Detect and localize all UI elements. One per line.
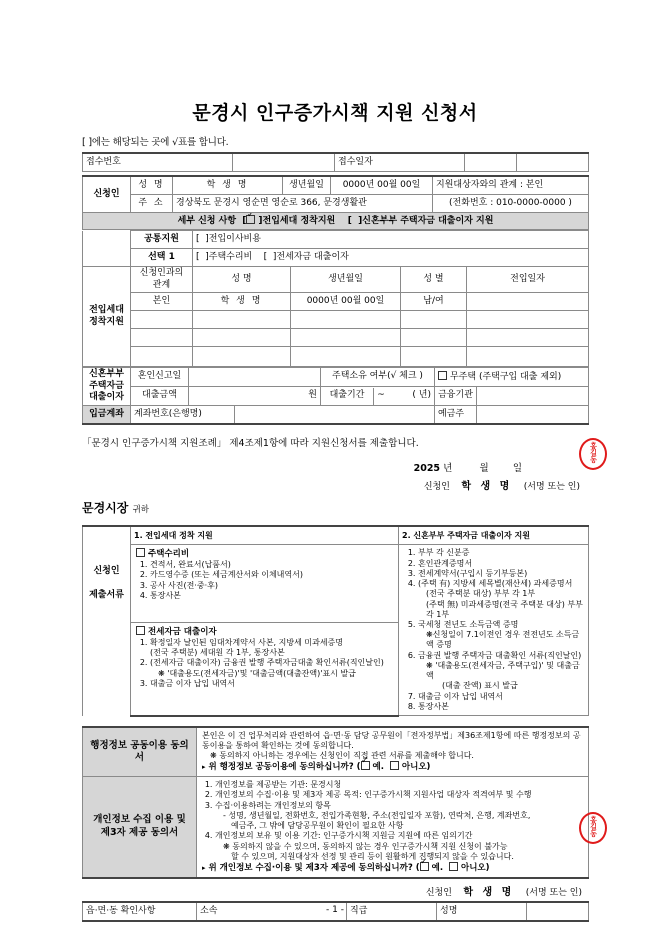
ownership-label: 주택소유 여부(√ 체크 ) xyxy=(321,368,435,387)
settlement-select-label: 선택 1 xyxy=(131,249,193,267)
form-body xyxy=(82,0,588,922)
admin-consent-text: 본인은 이 건 업무처리와 관련하여 읍·면·동 담당 공무원이「전자정부법」제36조제1항에 따른 행정정보의 공동이용을 통하여 확인하는 것에 동의합니다. xyxy=(202,730,581,750)
receipt-number-value[interactable] xyxy=(233,153,335,172)
submission-right-list xyxy=(399,545,589,716)
settlement-common-label: 공통지원 xyxy=(131,231,193,249)
left-group-1-list xyxy=(136,638,395,689)
submission-row-label: 신청인 제출서류 xyxy=(83,545,131,623)
receipt-extra-value[interactable] xyxy=(517,153,589,172)
seal-char-0: 홍 xyxy=(590,442,596,450)
seal-char-2: 동 xyxy=(590,456,596,464)
check-instruction: [ ]에는 해당되는 곳에 √표를 합니다. xyxy=(82,137,229,148)
settlement-r1c2[interactable] xyxy=(291,311,401,329)
settlement-r0c0[interactable]: 본인 xyxy=(131,293,193,311)
account-holder-label: 예금주 xyxy=(435,406,477,425)
settlement-r3c2[interactable] xyxy=(291,347,401,367)
settlement-section-label: 전입세대 정착지원 xyxy=(83,267,131,367)
detail-option-1-label: 전입세대 정착지원 xyxy=(262,215,336,226)
table-row[interactable] xyxy=(83,329,589,347)
loan-period-label: 대출기간 xyxy=(321,388,374,405)
settlement-r2c3[interactable] xyxy=(401,329,467,347)
settlement-r2c4[interactable] xyxy=(467,329,589,347)
admin-consent-yes-checkbox[interactable] xyxy=(361,761,370,770)
receipt-table xyxy=(82,152,589,172)
admin-consent-no-checkbox[interactable] xyxy=(390,761,399,770)
receipt-date-value[interactable] xyxy=(465,153,517,172)
table-row[interactable] xyxy=(83,311,589,329)
list-item: 1. 견적서, 완료서(납품서) xyxy=(150,560,395,570)
settlement-col-1: 성 명 xyxy=(193,267,291,293)
list-item: 1. 개인정보를 제공받는 기관: 문경시청 xyxy=(215,780,584,790)
statement-applicant-label: 신청인 xyxy=(423,482,450,493)
seal-stamp-final xyxy=(579,812,607,844)
list-item: 2. (전세자금 대출이자) 금융권 발행 주택자금대출 확인서류(직인날인) ❋ '대출용도(전세자금)'및 '대출금액(대출잔액)'표시 발급 xyxy=(150,658,395,678)
settlement-col-2: 생년월일 xyxy=(291,267,401,293)
list-item: 2. 개인정보의 수집·이용 및 제3자 제공 목적: 인구증가시책 지원사업 대상자 적격여부 및 수행 xyxy=(215,790,584,800)
settlement-common-option[interactable]: [ ]전입이사비용 xyxy=(193,231,589,249)
applicant-birth-label: 생년월일 xyxy=(283,176,331,195)
privacy-consent-yes-label: 예. xyxy=(431,863,444,874)
list-item: 4. 통장사본 xyxy=(150,591,395,601)
left-group-1-label: 전세자금 대출이자 xyxy=(148,627,217,638)
privacy-consent-list xyxy=(202,780,584,862)
list-item: 3. 공사 사진(전·중·후) xyxy=(150,581,395,591)
submission-col-0: 1. 전입세대 정착 지원 xyxy=(131,526,399,545)
list-item: 3. 전세계약서(구입시 등기부등본) xyxy=(418,569,585,579)
loan-period-years[interactable]: ( 년) xyxy=(412,390,431,401)
statement-month-unit: 월 xyxy=(479,463,489,475)
loan-amount-value[interactable] xyxy=(189,387,321,406)
settlement-col-3: 성 별 xyxy=(401,267,467,293)
account-number-value[interactable] xyxy=(235,406,435,425)
statement-year[interactable]: 2025 xyxy=(413,463,441,475)
office-affiliation-label: 소속 xyxy=(197,902,347,921)
newlywed-table xyxy=(82,367,589,425)
detail-header-row xyxy=(83,213,589,230)
admin-consent-body xyxy=(197,727,589,777)
applicant-name-label: 성 명 xyxy=(131,176,173,195)
detail-header-prefix: 세부 신청 사항 xyxy=(177,215,237,226)
left-group-0-label: 주택수리비 xyxy=(148,549,190,560)
admin-consent-question: 위 행정정보 공동이용에 동의하십니까? xyxy=(208,762,354,773)
settlement-col-4: 전입일자 xyxy=(467,267,589,293)
settlement-r1c4[interactable] xyxy=(467,311,589,329)
settlement-r0c3[interactable]: 남/여 xyxy=(401,293,467,311)
admin-consent-question-row[interactable]: ▸ 위 행정정보 공동이용에 동의하십니까? ( ✓ 예. 아니오) xyxy=(202,761,584,773)
no-house-option[interactable] xyxy=(435,368,589,387)
mayor-line xyxy=(82,499,588,516)
privacy-consent-yes-checkbox[interactable] xyxy=(420,862,429,871)
settlement-table xyxy=(82,230,589,367)
list-item: 4. (주택 有) 지방세 세목별(재산세) 과세증명서 (전국 주택분 대상) 부부 각 1부 (주택 無) 미과세증명(전국 주택분 대상) 부부 각 1부 xyxy=(418,579,585,620)
left-group-1-title[interactable] xyxy=(136,626,395,638)
final-applicant-name[interactable]: 학 생 명 xyxy=(463,886,515,898)
settlement-col-0: 신청인과의 관계 xyxy=(131,267,193,293)
loan-period-cell xyxy=(321,387,435,406)
privacy-consent-question-row[interactable]: ▸ 위 개인정보 수집·이용 및 제3자 제공에 동의하십니까? ( ✓ 예. 아니오) xyxy=(202,862,584,874)
admin-consent-note: ❋ 동의하지 아니하는 경우에는 신청인이 직접 관련 서류를 제출해야 합니다. xyxy=(210,751,474,761)
signature-line xyxy=(82,477,588,492)
settlement-r1c0[interactable] xyxy=(131,311,193,329)
list-item: 1. 부부 각 신분증 xyxy=(418,548,585,558)
list-item: 2. 혼인관계증명서 xyxy=(418,559,585,569)
detail-option-2-label: 신혼부부 주택자금 대출이자 지원 xyxy=(362,215,494,226)
loan-amount-unit: 원 xyxy=(308,390,317,401)
no-house-checkbox[interactable] xyxy=(438,371,447,380)
settlement-r3c3[interactable] xyxy=(401,347,467,367)
office-position-label: 직급 xyxy=(347,902,437,921)
bank-value[interactable] xyxy=(477,387,589,406)
seal-char-0: 홍 xyxy=(590,816,596,824)
marriage-date-value[interactable] xyxy=(189,368,321,387)
account-number-label: 계좌번호(은행명) xyxy=(131,406,235,425)
list-item: 6. 금융권 발행 주택자금 대출확인 서류(직인날인) ❋ '대출용도(전세자금, 주택구입)' 및 대출금액 (대출 잔액) 표시 발급 xyxy=(418,651,585,692)
list-item: 7. 대출금 이자 납입 내역서 xyxy=(418,692,585,702)
no-house-label: 무주택 (주택구입 대출 제외) xyxy=(450,371,562,382)
loan-period-value[interactable]: ~ xyxy=(377,390,385,401)
detail-option-2[interactable]: [ ]신혼부부 주택자금 대출이자 지원 xyxy=(338,215,494,226)
office-name-label: 성명 xyxy=(437,902,527,921)
privacy-consent-label: 개인정보 수집 이용 및 제3자 제공 동의서 xyxy=(83,777,197,878)
list-item: 3. 대출금 이자 납입 내역서 xyxy=(150,679,395,689)
list-item: 3. 수집·이용하려는 개인정보의 항목 - 성명, 생년월일, 전화번호, 전입가족현황, 주소(전입일자 포함), 연락처, 은행, 계좌번호, 예금주, 그 밖에 담당공무원이 확인이 필요한 사항 xyxy=(215,801,584,832)
list-item: 1. 확정일자 날인된 임대차계약서 사본, 지방세 미과세증명 (전국 주택분) 세대원 각 1부, 통장사본 xyxy=(150,638,395,658)
housing-repair-checkbox[interactable] xyxy=(136,548,145,557)
submission-table xyxy=(82,525,589,716)
submission-left-group-0 xyxy=(131,545,399,623)
left-group-0-list xyxy=(136,560,395,601)
seal-char-1: 길 xyxy=(590,823,596,831)
statement-signature-note: (서명 또는 인) xyxy=(523,482,580,493)
date-line xyxy=(82,460,588,474)
applicant-address-value[interactable]: 경상북도 문경시 영순면 영순로 366, 문경생활관 xyxy=(173,195,433,213)
right-items-list xyxy=(404,548,585,712)
privacy-consent-question: 위 개인정보 수집·이용 및 제3자 제공에 동의하십니까? xyxy=(208,863,413,874)
seal-char-1: 길 xyxy=(590,449,596,457)
settlement-r2c0[interactable] xyxy=(131,329,193,347)
applicant-row-label: 신청인 xyxy=(83,176,131,213)
final-signature-note: (서명 또는 인) xyxy=(525,887,582,898)
applicant-phone[interactable]: (전화번호 : 010-0000-0000 ) xyxy=(433,195,589,213)
settlement-r1c1[interactable] xyxy=(193,311,291,329)
admin-consent-no-label: 아니오 xyxy=(401,762,427,773)
page-number: - 1 - xyxy=(326,905,344,915)
office-check-label: 읍·면·동 확인사항 xyxy=(83,902,197,921)
legal-statement: 「문경시 인구증가시책 지원조례」 제4조제1항에 따라 지원신청서를 제출합니다. xyxy=(82,438,419,450)
settlement-r3c4[interactable] xyxy=(467,347,589,367)
receipt-date-label: 접수일자 xyxy=(335,153,465,172)
statement-applicant-name[interactable]: 학 생 명 xyxy=(461,481,513,493)
page-title: 문경시 인구증가시책 지원 신청서 xyxy=(192,102,478,124)
bullet-arrow-icon: ▸ xyxy=(202,864,206,873)
table-row[interactable] xyxy=(83,347,589,367)
jeonse-loan-checkbox[interactable] xyxy=(136,626,145,635)
seal-char-2: 동 xyxy=(590,830,596,838)
settlement-r1c3[interactable] xyxy=(401,311,467,329)
settlement-r3c0[interactable] xyxy=(131,347,193,367)
applicant-relation: 지원대상자와의 관계 : 본인 xyxy=(433,176,589,195)
consent-table xyxy=(82,726,589,879)
settlement-select-options[interactable]: [ ]주택수리비 [ ]전세자금 대출이자 xyxy=(193,249,589,267)
newlywed-section-label: 신혼부부 주택자금 대출이자 xyxy=(83,368,131,406)
privacy-consent-body xyxy=(197,777,589,878)
statement-year-unit: 년 xyxy=(443,463,453,475)
admin-consent-yes-label: 예. xyxy=(372,762,384,773)
applicant-table xyxy=(82,175,589,230)
bullet-arrow-icon: ▸ xyxy=(202,763,206,772)
left-group-0-title[interactable] xyxy=(136,548,395,560)
privacy-consent-no-label: 아니오 xyxy=(460,863,486,874)
settlement-r2c2[interactable] xyxy=(291,329,401,347)
submission-col-1: 2. 신혼부부 주택자금 대출이자 지원 xyxy=(399,526,589,545)
mayor-suffix: 귀하 xyxy=(132,505,149,516)
list-item: 2. 카드영수증 (또는 세금계산서와 이체내역서) xyxy=(150,570,395,580)
final-signature-line xyxy=(82,883,588,898)
settlement-r0c4[interactable] xyxy=(467,293,589,311)
account-section-label: 입금계좌 xyxy=(83,406,131,425)
detail-option-1-checkbox[interactable] xyxy=(246,215,255,224)
table-row[interactable] xyxy=(83,293,589,311)
applicant-birth-value[interactable]: 0000년 00월 00일 xyxy=(331,176,433,195)
applicant-address-label: 주 소 xyxy=(131,195,173,213)
detail-option-1[interactable]: [ ✓ ]전입세대 정착지원 xyxy=(239,216,335,226)
submission-left-group-1 xyxy=(131,623,399,716)
settlement-select-option-2: 전세자금 대출이자 xyxy=(276,251,349,262)
settlement-r3c1[interactable] xyxy=(193,347,291,367)
marriage-date-label: 혼인신고일 xyxy=(131,368,189,387)
privacy-consent-no-checkbox[interactable] xyxy=(449,862,458,871)
list-item: 4. 개인정보의 보유 및 이용 기간: 인구증가시책 지원금 지원에 따른 임의기간 ❋ 동의하지 않을 수 있으며, 동의하지 않는 경우 인구증가시책 지원 신청이 불가능 할 수 있으며, 지원대상자 선정 및 관리 등이 원활하게 진행되지 않을 수 있습니다. xyxy=(215,831,584,862)
admin-consent-label: 행정정보 공동이용 동의서 xyxy=(83,727,197,777)
applicant-name-value[interactable]: 학 생 명 xyxy=(173,176,283,195)
receipt-number-label: 접수번호 xyxy=(83,153,233,172)
loan-amount-label: 대출금액 xyxy=(131,387,189,406)
settlement-r0c1[interactable]: 학 생 명 xyxy=(193,293,291,311)
account-holder-value[interactable] xyxy=(477,406,589,425)
settlement-r2c1[interactable] xyxy=(193,329,291,347)
seal-stamp-statement xyxy=(579,438,607,470)
bank-label: 금융기관 xyxy=(435,387,477,406)
settlement-common-option-label: 전입이사비용 xyxy=(208,233,261,244)
list-item: 8. 통장사본 xyxy=(418,702,585,712)
settlement-select-option-1: 주택수리비 xyxy=(208,251,253,262)
final-applicant-label: 신청인 xyxy=(425,887,452,898)
list-item: 5. 국세청 전년도 소득금액 증명 ❋신청일이 7.1이전인 경우 전전년도 소득금액 증명 xyxy=(418,620,585,651)
settlement-r0c2[interactable]: 0000년 00월 00일 xyxy=(291,293,401,311)
mayor-label: 문경시장 xyxy=(82,501,129,516)
statement-day-unit: 일 xyxy=(512,463,522,475)
